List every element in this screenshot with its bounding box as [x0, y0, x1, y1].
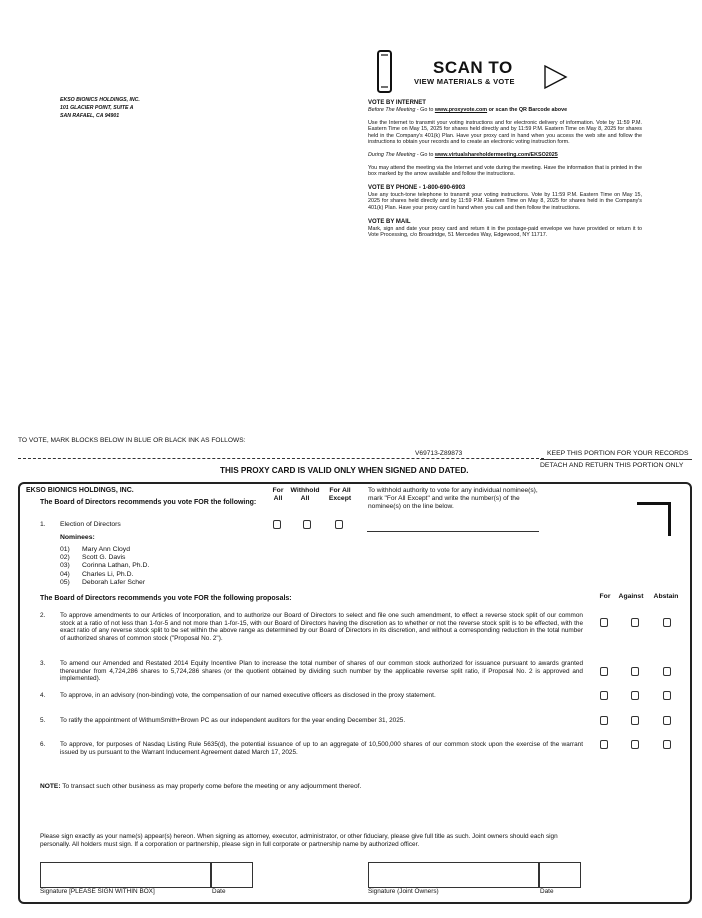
valid-notice: THIS PROXY CARD IS VALID ONLY WHEN SIGNED AND DATED. — [220, 466, 469, 475]
proposal-3-text: To amend our Amended and Restated 2014 Equity Incentive Plan to increase the total number of shares of our common stock authorized for issuance pursuant to awards granted thereunder from 4,724,286 shares to 5,724,286 shares (or the quotient obtained by dividing such number by the applicable reverse split ratio, if Proposal No. 2 is approved and implemented). — [60, 660, 583, 683]
note-text: To transact such other business as may properly come before the meeting or any adjournment thereof. — [60, 783, 362, 790]
proxyvote-link[interactable]: www.proxyvote.com — [434, 107, 488, 113]
nominee-name: Corinna Lathan, Ph.D. — [82, 562, 150, 570]
nominee-list — [60, 546, 149, 587]
item1-label: Election of Directors — [60, 521, 121, 528]
list-item — [60, 571, 149, 579]
proposal-4-number: 4. — [40, 692, 46, 699]
date-box[interactable] — [211, 862, 253, 888]
proposal-4-for-checkbox[interactable] — [600, 691, 608, 700]
col-abstain: Abstain — [653, 593, 679, 600]
col-withhold-line1: Withhold — [290, 487, 320, 494]
date-label: Date — [212, 888, 226, 895]
proposal-5-number: 5. — [40, 717, 46, 724]
proposal-4-against-checkbox[interactable] — [631, 691, 639, 700]
phone-body: Use any touch-tone telephone to transmit your voting instructions. Vote by 11:59 P.M. Eastern Time on May 15, 2025 for shares held directly and by 11:59 P.M. Eastern Time on May 8, 2025 for shares held in the Company's 401(k) Plan. Have your proxy card in hand when you call and then follow the instructions. — [368, 191, 642, 211]
detach-portion-label: DETACH AND RETURN THIS PORTION ONLY — [540, 462, 684, 469]
nominee-number: 04) — [60, 570, 70, 578]
mail-body: Mark, sign and date your proxy card and return it in the postage-paid envelope we have provided or return it to Vote Processing, c/o Broadridge, 51 Mercedes Way, Edgewood, NY 11717. — [368, 225, 642, 239]
nominee-number: 03) — [60, 562, 70, 570]
proposal-2-against-checkbox[interactable] — [631, 618, 639, 627]
card-company-name: EKSO BIONICS HOLDINGS, INC. — [26, 487, 134, 494]
during-meeting-goto: - Go to — [415, 151, 435, 158]
joint-date-box[interactable] — [539, 862, 581, 888]
joint-signature-box[interactable] — [368, 862, 539, 888]
sender-address-line-1: 101 GLACIER POINT, SUITE A — [60, 105, 134, 111]
proposal-6-for-checkbox[interactable] — [600, 740, 608, 749]
nominee-number: 01) — [60, 546, 70, 553]
nominee-name: Charles Li, Ph.D. — [82, 570, 134, 578]
internet-body: Use the Internet to transmit your voting instructions and for electronic delivery of information. Vote by 11:59 P.M. Eastern Time on May 15, 2025 for shares held directly and by 11:59 P.M. Eastern Time on May 8, 2025 for shares held in the Company's 401(k) Plan. Have your proxy card in hand when you access the web site and follow the instructions to obtain your records and to create an electronic voting instruction form. — [368, 119, 642, 146]
item1-for-all-checkbox[interactable] — [273, 520, 281, 529]
col-withhold-line2: All — [300, 494, 310, 502]
joint-signature-label: Signature (Joint Owners) — [368, 888, 439, 895]
voting-methods — [368, 100, 642, 239]
item1-for-all-except-checkbox[interactable] — [335, 520, 343, 529]
col-for-all-except — [324, 487, 356, 502]
col-withhold-all — [286, 487, 324, 502]
before-meeting-label: Before The Meeting — [368, 107, 416, 113]
nominee-name: Scott G. Davis — [82, 554, 126, 562]
proposal-3-for-checkbox[interactable] — [600, 667, 608, 676]
proposal-5-for-checkbox[interactable] — [600, 716, 608, 725]
sender-name: EKSO BIONICS HOLDINGS, INC. — [60, 97, 140, 103]
nominees-heading: Nominees: — [60, 534, 95, 541]
proposal-3-number: 3. — [40, 660, 46, 667]
during-meeting-body: You may attend the meeting via the Internet and vote during the meeting. Have the information that is printed in the box marked by the arrow available and follow the instructions. — [368, 164, 642, 178]
proposal-6-number: 6. — [40, 741, 46, 748]
mark-instructions: TO VOTE, MARK BLOCKS BELOW IN BLUE OR BLACK INK AS FOLLOWS: — [18, 437, 246, 444]
mobile-phone-icon — [377, 50, 392, 93]
keep-portion-rule — [540, 459, 692, 460]
before-meeting-qr-text: or scan the QR Barcode above — [487, 107, 568, 113]
during-meeting-label: During The Meeting — [368, 151, 416, 158]
list-item — [60, 554, 149, 562]
col-for-all — [268, 487, 288, 502]
board-rec-proposals: The Board of Directors recommends you vote FOR the following proposals: — [40, 595, 292, 602]
nominee-name: Deborah Lafer Scher — [82, 578, 146, 586]
proposal-6-text: To approve, for purposes of Nasdaq Listing Rule 5635(d), the potential issuance of up to an aggregate of 10,500,000 shares of our common stock upon the exercise of the warrant issued by us pursuant to the Warrant Inducement Agreement dated March 17, 2025. — [60, 741, 583, 756]
nominee-exception-line[interactable] — [367, 531, 539, 532]
arrow-right-icon — [543, 64, 569, 90]
proposal-3-against-checkbox[interactable] — [631, 667, 639, 676]
note-label: NOTE: — [40, 783, 61, 790]
before-meeting-goto: - Go to — [415, 107, 435, 113]
signature-label: Signature [PLEASE SIGN WITHIN BOX] — [40, 888, 155, 895]
proposal-5-text: To ratify the appointment of WithumSmith+Brown PC as our independent auditors for the year ending December 31, 2025. — [60, 717, 406, 724]
board-rec-directors: The Board of Directors recommends you vote FOR the following: — [40, 499, 257, 506]
list-item — [60, 579, 149, 587]
col-for: For — [599, 593, 611, 600]
sender-address-line-2: SAN RAFAEL, CA 94901 — [60, 113, 120, 119]
sender-address — [60, 96, 140, 120]
list-item — [60, 562, 149, 570]
list-item — [60, 546, 149, 554]
nominee-name: Mary Ann Cloyd — [82, 546, 130, 553]
proposal-6-abstain-checkbox[interactable] — [663, 740, 671, 749]
phone-heading: VOTE BY PHONE - 1-800-690-6903 — [368, 184, 466, 191]
proposal-2-text: To approve amendments to our Articles of Incorporation, and to authorize our Board of Directors to select and file one such amendment, to effect a reverse stock split of our common stock at a ratio of not less than 1-for-5 and not more than 1-for-15, with our Board of Directors having the discretion as to whether or not the reverse stock split is to be effected, with the exact ratio of any reverse stock split to be set within the above range as determined by our Board of Directors in its discretion, and without a corresponding reduction in the total number of authorized shares of common stock ("Proposal No. 2"). — [60, 612, 583, 642]
keep-portion-label: KEEP THIS PORTION FOR YOUR RECORDS — [547, 450, 689, 457]
proposal-2-abstain-checkbox[interactable] — [663, 618, 671, 627]
sign-instructions: Please sign exactly as your name(s) appear(s) hereon. When signing as attorney, executor, administrator, or other fiduciary, please give full title as such. Joint owners should each sign personally. All holders must sign. If a corporation or partnership, please sign in full corporate or partnership name by authorized officer. — [40, 833, 558, 848]
proposal-5-abstain-checkbox[interactable] — [663, 716, 671, 725]
control-number: V69713-Z89873 — [415, 450, 463, 457]
item1-withhold-all-checkbox[interactable] — [303, 520, 311, 529]
note — [40, 783, 361, 790]
nominee-number: 05) — [60, 578, 70, 586]
virtual-meeting-link[interactable]: www.virtualshareholdermeeting.com/EKSO2025 — [434, 151, 558, 158]
corner-mark — [637, 502, 671, 536]
col-for-all-line2: All — [273, 494, 283, 502]
proposal-2-number: 2. — [40, 612, 46, 619]
proposal-2-for-checkbox[interactable] — [600, 618, 608, 627]
item1-number: 1. — [40, 521, 46, 528]
proposal-3-abstain-checkbox[interactable] — [663, 667, 671, 676]
signature-box[interactable] — [40, 862, 211, 888]
col-for-all-line1: For — [272, 487, 284, 494]
detach-line — [18, 458, 544, 459]
mail-heading: VOTE BY MAIL — [368, 218, 411, 225]
scan-subtitle: VIEW MATERIALS & VOTE — [414, 77, 515, 86]
nominee-number: 02) — [60, 554, 70, 562]
proposal-4-abstain-checkbox[interactable] — [663, 691, 671, 700]
col-except-line2: Except — [328, 494, 352, 502]
scan-title: SCAN TO — [433, 58, 513, 77]
joint-date-label: Date — [540, 888, 554, 895]
proposal-6-against-checkbox[interactable] — [631, 740, 639, 749]
internet-before-line — [368, 107, 642, 114]
proposal-4-text: To approve, in an advisory (non-binding) vote, the compensation of our named executive officers as disclosed in the proxy statement. — [60, 692, 436, 699]
col-against: Against — [618, 593, 644, 600]
proposal-5-against-checkbox[interactable] — [631, 716, 639, 725]
withhold-instructions: To withhold authority to vote for any individual nominee(s), mark "For All Except" and write the number(s) of the nominee(s) on the line below. — [368, 487, 538, 510]
internet-during-line — [368, 152, 642, 159]
col-except-line1: For All — [329, 487, 351, 494]
internet-heading: VOTE BY INTERNET — [368, 100, 426, 106]
